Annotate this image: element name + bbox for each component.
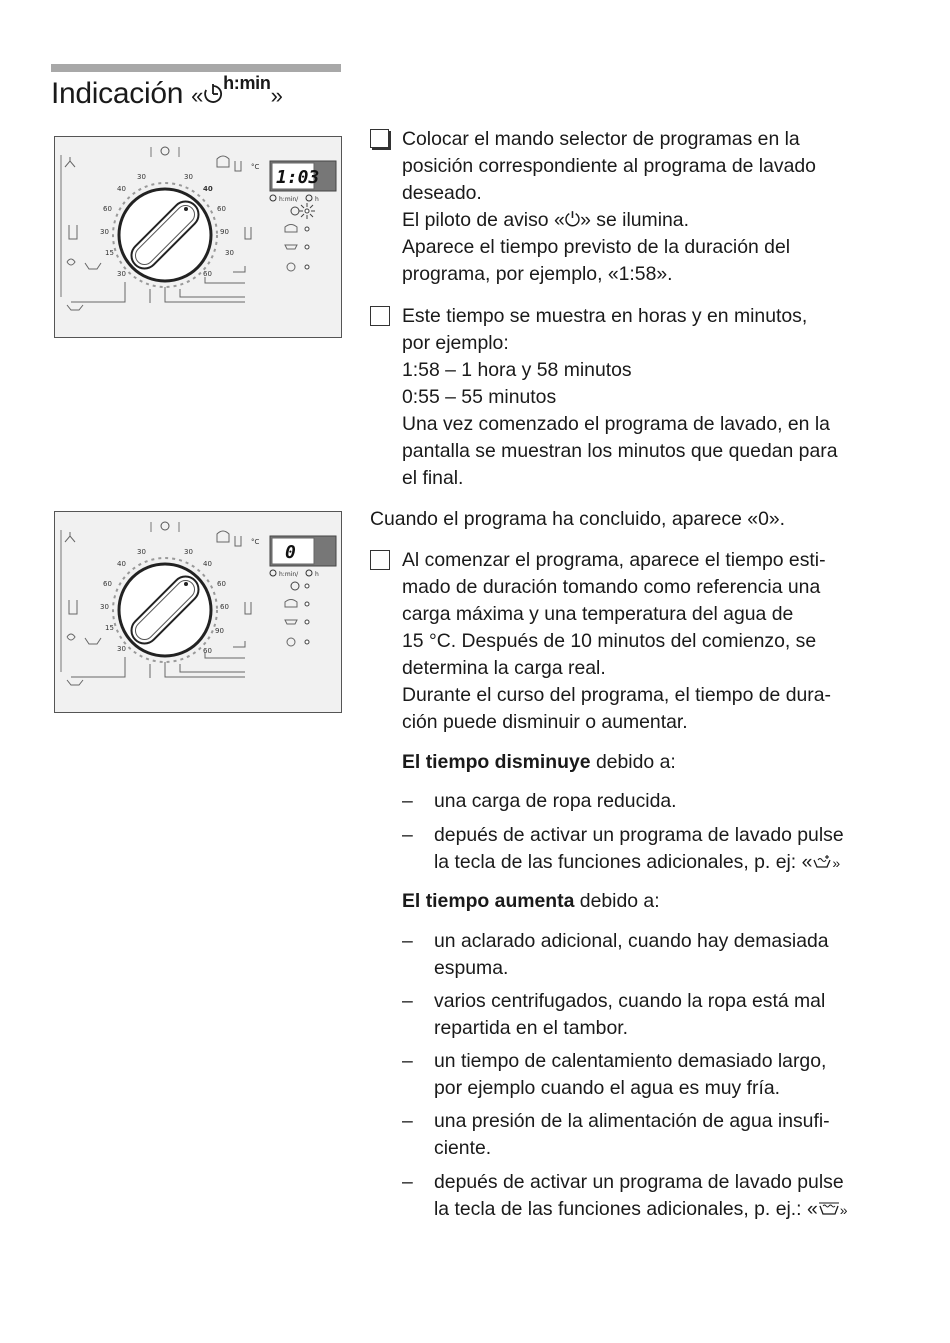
- decrease-item-close: »: [832, 855, 841, 871]
- dial-label-right: 60: [217, 205, 226, 213]
- note-1-line: el final.: [402, 467, 464, 489]
- time-mode-label: h:min/: [279, 196, 299, 203]
- step-1-line: posición correspondiente al programa de lavado: [402, 155, 816, 177]
- decrease-item-line: depués de activar un programa de lavado pulse: [434, 824, 844, 846]
- increase-heading-bold: El tiempo aumenta: [402, 890, 575, 912]
- dial-label-left: 15: [105, 624, 114, 632]
- dial-label-left: 30: [117, 270, 126, 278]
- display-readout: 1:03: [276, 167, 320, 188]
- dial-label-left: 40: [117, 560, 126, 568]
- title-text: Indicación: [51, 77, 192, 110]
- dial-label-right: 30: [225, 249, 234, 257]
- display-readout: 0: [285, 542, 296, 563]
- note-2-line: Durante el curso del programa, el tiempo de dura-: [402, 684, 831, 706]
- page-title: [51, 73, 283, 111]
- increase-heading-rest: debido a:: [574, 890, 660, 912]
- step-1-line: programa, por ejemplo, «1:58».: [402, 263, 673, 285]
- clock-icon: [203, 83, 223, 105]
- dial-label-left: 40: [117, 185, 126, 193]
- decrease-heading: [402, 749, 910, 776]
- increase-item: [402, 1169, 910, 1224]
- dial-label-left: 30: [137, 548, 146, 556]
- title-quote-open: «: [191, 83, 204, 108]
- title-unit: h:min: [223, 73, 271, 93]
- dash-bullet: –: [402, 824, 413, 846]
- increase-item-line: espuma.: [434, 957, 509, 979]
- dial-label-left: 60: [103, 580, 112, 588]
- note-1-line: 1:58 – 1 hora y 58 minutos: [402, 359, 632, 381]
- decrease-item-line-wrap: [434, 849, 910, 877]
- increase-item-line: ciente.: [434, 1137, 492, 1159]
- decrease-item-line: una carga de ropa reducida.: [434, 790, 677, 812]
- status-leds: [291, 582, 309, 644]
- increase-item-line: un tiempo de calentamiento demasiado largo,: [434, 1050, 827, 1072]
- increase-item-line: depués de activar un programa de lavado pulse: [434, 1171, 844, 1193]
- note-1-line: pantalla se muestran los minutos que quedan para: [402, 440, 838, 462]
- step-1-line: El piloto de aviso «⏻» se ilumina.: [402, 209, 689, 231]
- dash-bullet: –: [402, 1050, 413, 1072]
- increase-item-line: un aclarado adicional, cuando hay demasiada: [434, 930, 829, 952]
- dial-label-right: 30: [184, 173, 193, 181]
- increase-item-line: por ejemplo cuando el agua es muy fría.: [434, 1077, 781, 1099]
- dash-bullet: –: [402, 1110, 413, 1132]
- decrease-item: [402, 788, 910, 815]
- increase-item: [402, 988, 910, 1042]
- note-1: [370, 303, 910, 492]
- note-1-line: 0:55 – 55 minutos: [402, 386, 557, 408]
- note-1-line: por ejemplo:: [402, 332, 509, 354]
- dial-label-right: 60: [217, 580, 226, 588]
- top-rule: [51, 64, 341, 72]
- note-2-line: 15 °C. Después de 10 minutos del comienzo, se: [402, 630, 817, 652]
- step-checkbox-icon: [370, 129, 389, 148]
- increase-item-line: una presión de la alimentación de agua insufi-: [434, 1110, 830, 1132]
- step-1-line: Aparece el tiempo previsto de la duración del: [402, 236, 791, 258]
- hours-mode-label: h: [315, 196, 319, 203]
- dial-label-right: 60: [203, 270, 212, 278]
- status-leds: [291, 207, 309, 269]
- note-1-line: Este tiempo se muestra en horas y en minutos,: [402, 305, 808, 327]
- increase-item-line: varios centrifugados, cuando la ropa está mal: [434, 990, 826, 1012]
- dash-bullet: –: [402, 790, 413, 812]
- note-2-line: determina la carga real.: [402, 657, 606, 679]
- step-1: [370, 126, 910, 288]
- programme-dial: [113, 183, 217, 287]
- programme-dial: [113, 558, 217, 662]
- increase-item: [402, 928, 910, 982]
- dial-label-right: 40: [203, 560, 212, 568]
- step-1-line: deseado.: [402, 182, 482, 204]
- dial-label-right: 90: [220, 228, 229, 236]
- decrease-item-line: la tecla de las funciones adicionales, p. ej: «: [434, 851, 813, 873]
- control-panel-drawing: [55, 137, 341, 337]
- dial-label-right: 60: [203, 647, 212, 655]
- led-display: [270, 161, 336, 191]
- note-2-line: carga máxima y una temperatura del agua de: [402, 603, 794, 625]
- dial-label-left: 30: [117, 645, 126, 653]
- decrease-item: [402, 822, 910, 877]
- note-2-line: Al comenzar el programa, aparece el tiempo esti-: [402, 549, 826, 571]
- dial-label-left: 30: [100, 603, 109, 611]
- temp-unit: °C: [251, 538, 260, 546]
- note-2: [370, 547, 910, 736]
- dash-bullet: –: [402, 990, 413, 1012]
- increase-item-line-wrap: [434, 1196, 910, 1224]
- note-2-line: ción puede disminuir o aumentar.: [402, 711, 688, 733]
- decrease-heading-rest: debido a:: [590, 751, 676, 773]
- finished-text: Cuando el programa ha concluido, aparece «0».: [370, 508, 786, 530]
- rinse-plus-icon: [812, 854, 832, 870]
- increase-item: [402, 1048, 910, 1102]
- dash-bullet: –: [402, 1171, 413, 1193]
- dial-label-left: 30: [137, 173, 146, 181]
- increase-item-line: la tecla de las funciones adicionales, p. ej.: «: [434, 1198, 818, 1220]
- note-1-line: Una vez comenzado el programa de lavado, en la: [402, 413, 830, 435]
- dial-label-left: 60: [103, 205, 112, 213]
- intensive-wash-icon: [818, 1202, 840, 1216]
- increase-heading: [402, 888, 910, 915]
- control-panel-illustration-running: [54, 136, 342, 338]
- led-display: [270, 536, 336, 566]
- dash-bullet: –: [402, 930, 413, 952]
- control-panel-drawing: [55, 512, 341, 712]
- dial-label-left: 30: [100, 228, 109, 236]
- control-panel-illustration-finished: [54, 511, 342, 713]
- increase-item-line: repartida en el tambor.: [434, 1017, 629, 1039]
- dial-label-right: 30: [184, 548, 193, 556]
- increase-item: [402, 1108, 910, 1162]
- dial-label-right: 90: [215, 627, 224, 635]
- increase-item-close: »: [839, 1202, 848, 1218]
- time-mode-label: h:min/: [279, 571, 299, 578]
- title-quote-close: »: [270, 83, 283, 108]
- dial-label-right: 60: [220, 603, 229, 611]
- decrease-heading-bold: El tiempo disminuye: [402, 751, 591, 773]
- note-box-icon: [370, 550, 390, 570]
- dial-label-right: 40: [203, 185, 213, 193]
- note-box-icon: [370, 306, 390, 326]
- note-2-line: mado de duración tomando como referencia una: [402, 576, 821, 598]
- step-1-line: Colocar el mando selector de programas en la: [402, 128, 800, 150]
- hours-mode-label: h: [315, 571, 319, 578]
- dial-label-left: 15: [105, 249, 114, 257]
- temp-unit: °C: [251, 163, 260, 171]
